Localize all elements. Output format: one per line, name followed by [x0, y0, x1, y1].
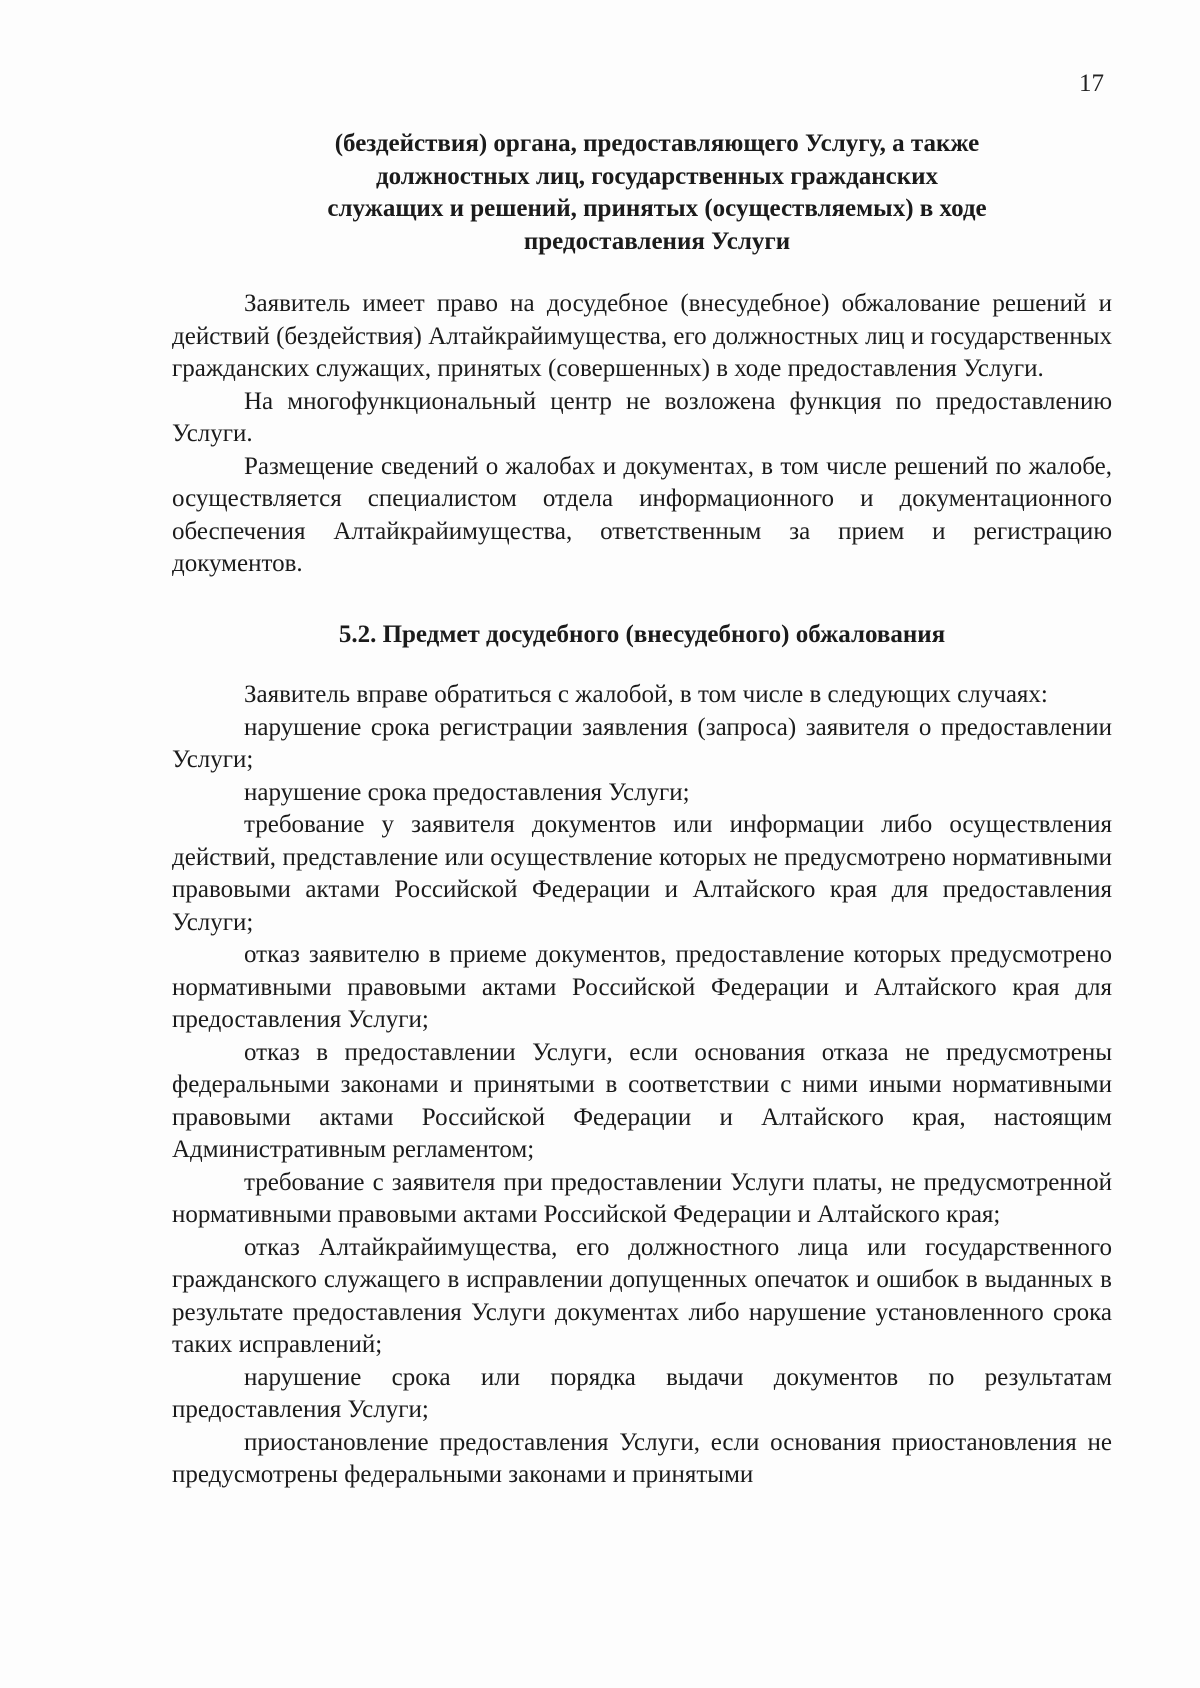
page-number: 17 — [1079, 70, 1104, 97]
heading-line: должностных лиц, государственных гражданских — [375, 162, 939, 190]
list-item: требование с заявителя при предоставлении Услуги платы, не предусмотренной нормативными правовыми актами Российской Федерации и Алтайского края; — [172, 1168, 1112, 1228]
list-item: приостановление предоставления Услуги, если основания приостановления не предусмотрены федеральными законами и принятыми — [172, 1428, 1112, 1488]
paragraph: Заявитель вправе обратиться с жалобой, в том числе в следующих случаях: — [244, 681, 1048, 708]
paragraph: Заявитель имеет право на досудебное (внесудебное) обжалование решений и действий (бездействия) Алтайкрайимущества, его должностных лиц и государственных гражданских служащих, принятых (совершенных) в ходе предоставления Услуги. — [172, 290, 1112, 382]
list-item: отказ заявителю в приеме документов, предоставление которых предусмотрено нормативными правовыми актами Российской Федерации и Алтайского края для предоставления Услуги; — [172, 941, 1112, 1033]
list-item: требование у заявителя документов или информации либо осуществления действий, представление или осуществление которых не предусмотрено нормативными правовыми актами Российской Федерации и Алтайского края для предоставления Услуги; — [172, 811, 1112, 936]
paragraph: Размещение сведений о жалобах и документах, в том числе решений по жалобе, осуществляется специалистом отдела информационного и документационного обеспечения Алтайкрайимущества, ответственным за прием и регистрацию документов. — [172, 452, 1112, 577]
list-item: нарушение срока предоставления Услуги; — [244, 778, 690, 806]
list-item: отказ в предоставлении Услуги, если основания отказа не предусмотрены федеральными законами и принятыми в соответствии с ними иными нормативными правовыми актами Российской Федерации и Алтайского края, настоящим Административным регламентом; — [172, 1038, 1112, 1163]
document-body — [172, 128, 1112, 1492]
heading-line: (бездействия) органа, предоставляющего Услугу, а также — [334, 130, 980, 157]
heading-line: предоставления Услуги — [523, 227, 791, 255]
heading-line: служащих и решений, принятых (осуществляемых) в ходе — [327, 195, 987, 222]
list-item: нарушение срока регистрации заявления (запроса) заявителя о предоставлении Услуги; — [172, 713, 1112, 773]
list-item: отказ Алтайкрайимущества, его должностного лица или государственного гражданского служащего в исправлении допущенных опечаток и ошибок в выданных в результате предоставления Услуги документах либо нарушение установленного срока таких исправлений; — [172, 1233, 1112, 1358]
paragraph: На многофункциональный центр не возложена функция по предоставлению Услуги. — [172, 387, 1112, 447]
section-heading-continued — [172, 128, 1112, 258]
spacer — [172, 651, 1112, 679]
spacer — [172, 258, 1112, 288]
section-title: 5.2. Предмет досудебного (внесудебного) обжалования — [338, 620, 946, 648]
list-item: нарушение срока или порядка выдачи документов по результатам предоставления Услуги; — [172, 1363, 1112, 1423]
